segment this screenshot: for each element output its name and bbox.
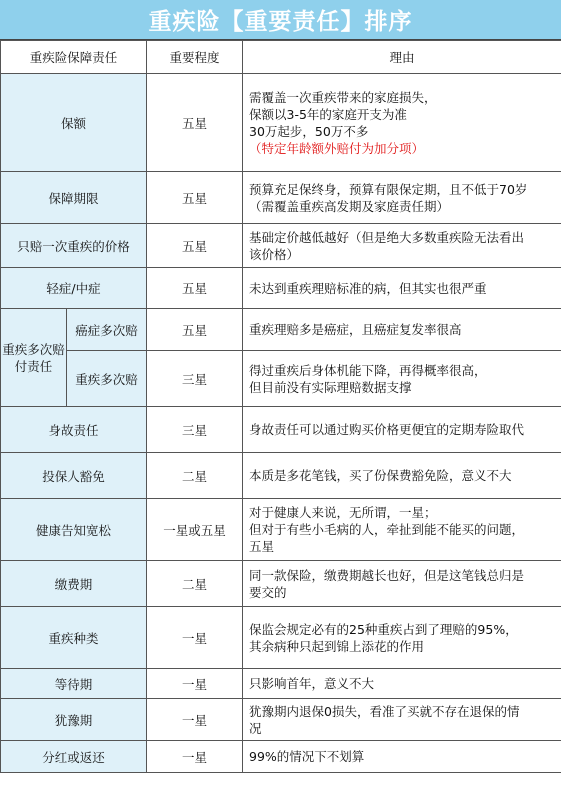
reason-line: 99%的情况下不划算	[249, 749, 365, 764]
table-row	[1, 607, 561, 669]
table-row	[1, 224, 561, 268]
table-row	[1, 268, 561, 309]
importance-level: 五星	[147, 309, 243, 351]
reason-line: 况	[249, 720, 262, 736]
responsibility-name: 轻症/中症	[1, 268, 147, 309]
importance-level: 五星	[147, 172, 243, 224]
responsibility-name: 只赔一次重疾的价格	[1, 224, 147, 268]
importance-level: 五星	[147, 224, 243, 268]
reason-cell	[243, 407, 561, 453]
responsibility-name: 身故责任	[1, 407, 147, 453]
table-row	[1, 453, 561, 499]
responsibility-name: 重疾多次赔	[67, 351, 147, 407]
importance-level: 一星	[147, 607, 243, 669]
reason-line: 预算充足保终身，预算有限保定期，且不低于70岁	[249, 181, 528, 197]
reason-line: 需覆盖一次重疾带来的家庭损失，	[249, 89, 437, 105]
reason-line: 身故责任可以通过购买价格更便宜的定期寿险取代	[249, 422, 525, 437]
reason-line: 同一款保险，缴费期越长也好，但是这笔钱总归是	[249, 567, 525, 583]
importance-level: 五星	[147, 74, 243, 172]
responsibility-name: 等待期	[1, 669, 147, 699]
reason-line: 保额以3-5年的家庭开支为准	[249, 106, 407, 122]
reason-cell	[243, 669, 561, 699]
table-row	[1, 669, 561, 699]
reason-line: 30万起步，50万不多	[249, 123, 369, 139]
table-row	[1, 741, 561, 773]
reason-cell	[243, 351, 561, 407]
table-row	[1, 351, 561, 407]
reason-cell	[243, 172, 561, 224]
reason-cell	[243, 561, 561, 607]
table-row	[1, 309, 561, 351]
reason-line: 未达到重疾理赔标准的病，但其实也很严重	[249, 280, 487, 296]
responsibility-name: 重疾种类	[1, 607, 147, 669]
table-row	[1, 407, 561, 453]
table-row	[1, 499, 561, 561]
reason-line: 只影响首年，意义不大	[249, 676, 375, 691]
responsibility-name: 犹豫期	[1, 699, 147, 741]
reason-line: 本质是多花笔钱，买了份保费豁免险，意义不大	[249, 468, 512, 483]
importance-level: 二星	[147, 561, 243, 607]
reason-line: 但对于有些小毛病的人，牵扯到能不能买的问题，	[249, 522, 525, 537]
responsibility-name: 保障期限	[1, 172, 147, 224]
reason-cell	[243, 741, 561, 773]
group-label: 重疾多次赔付责任	[1, 309, 67, 407]
responsibility-table	[0, 40, 561, 773]
reason-line: （需覆盖重疾高发期及家庭责任期）	[249, 198, 450, 214]
header-importance: 重要程度	[147, 41, 243, 74]
reason-line: 犹豫期内退保0损失，看准了买就不存在退保的情	[249, 703, 520, 719]
importance-level: 三星	[147, 351, 243, 407]
reason-line: 该价格）	[249, 246, 300, 262]
bonus-note: （特定年龄额外赔付为加分项）	[249, 140, 425, 156]
responsibility-name: 投保人豁免	[1, 453, 147, 499]
table-row	[1, 172, 561, 224]
responsibility-name: 癌症多次赔	[67, 309, 147, 351]
reason-line: 保监会规定必有的25种重疾占到了理赔的95%，	[249, 621, 518, 637]
reason-cell	[243, 699, 561, 741]
reason-line: 对于健康人来说，无所谓，一星；	[249, 505, 437, 520]
importance-level: 一星	[147, 699, 243, 741]
importance-level: 一星	[147, 741, 243, 773]
reason-cell	[243, 309, 561, 351]
reason-line: 重疾理赔多是癌症，且癌症复发率很高	[249, 322, 462, 337]
reason-line: 五星	[249, 539, 275, 554]
importance-level: 一星或五星	[147, 499, 243, 561]
reason-cell	[243, 74, 561, 172]
page-title: 重疾险【重要责任】排序	[0, 0, 561, 40]
header-responsibility: 重疾险保障责任	[1, 41, 147, 74]
responsibility-name: 分红或返还	[1, 741, 147, 773]
reason-line: 其余病种只起到锦上添花的作用	[249, 638, 425, 654]
reason-cell	[243, 224, 561, 268]
reason-cell	[243, 499, 561, 561]
reason-cell	[243, 453, 561, 499]
responsibility-name: 缴费期	[1, 561, 147, 607]
table-row	[1, 699, 561, 741]
importance-level: 五星	[147, 268, 243, 309]
responsibility-name: 健康告知宽松	[1, 499, 147, 561]
reason-line: 得过重疾后身体机能下降，再得概率很高，	[249, 362, 487, 378]
header-reason: 理由	[243, 41, 561, 74]
reason-cell	[243, 607, 561, 669]
reason-line: 要交的	[249, 584, 287, 600]
importance-level: 二星	[147, 453, 243, 499]
table-header-row	[1, 41, 561, 74]
reason-cell	[243, 268, 561, 309]
table-row	[1, 561, 561, 607]
importance-level: 一星	[147, 669, 243, 699]
table-row	[1, 74, 561, 172]
importance-level: 三星	[147, 407, 243, 453]
reason-line: 但目前没有实际理赔数据支撑	[249, 379, 412, 395]
responsibility-name: 保额	[1, 74, 147, 172]
reason-line: 基础定价越低越好（但是绝大多数重疾险无法看出	[249, 229, 525, 245]
